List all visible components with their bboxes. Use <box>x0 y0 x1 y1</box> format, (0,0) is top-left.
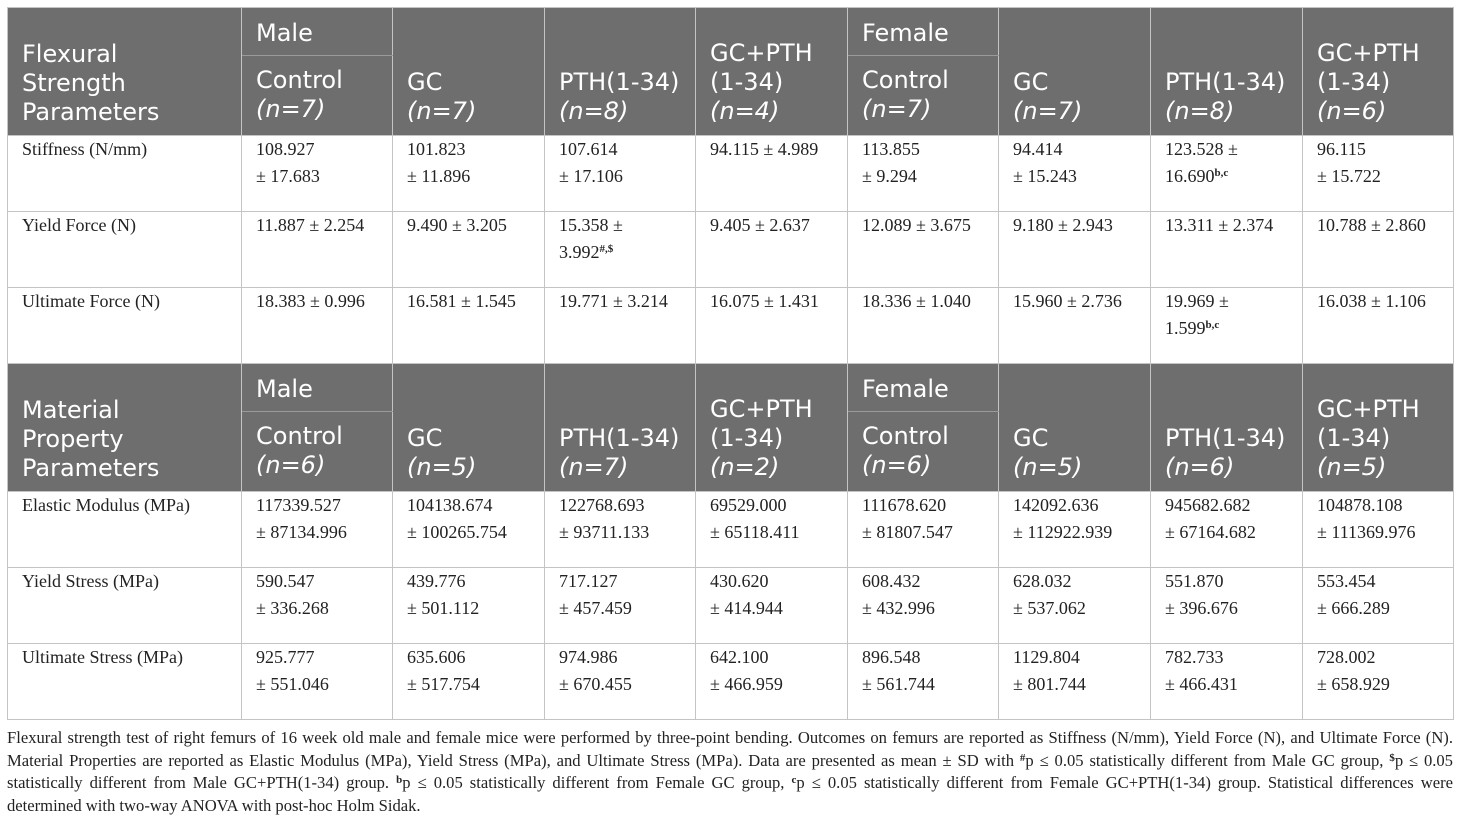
sex-label: Female <box>862 19 949 47</box>
row-label-text: Stiffness (N/mm) <box>22 139 148 159</box>
female-group-header <box>848 8 999 56</box>
cell-sd: ± 336.268 <box>256 598 329 618</box>
table-cell <box>545 136 696 212</box>
male-group-header <box>242 8 393 56</box>
group-name: GC <box>1013 68 1049 96</box>
cell-mean: 16.075 ± 1.431 <box>710 291 819 311</box>
sample-size: (n=6) <box>862 451 932 479</box>
table-cell <box>1151 136 1303 212</box>
cell-mean: 9.490 ± 3.205 <box>407 215 507 235</box>
cell-mean: 16.038 ± 1.106 <box>1317 291 1426 311</box>
sample-size: (n=4) <box>710 97 780 125</box>
cell-sd: ± 551.046 <box>256 674 329 694</box>
table-cell <box>848 212 999 288</box>
table-footnote: Flexural strength test of right femurs of 16 week old male and female mice were performed by three-point bending. Outcomes on femurs are reported as Stiffness (N/mm), Yield Force (N), and Ultimate Force (N). Material Properties are reported as Elastic Modulus (MPa), Yield Stress (MPa), and Ultimate Stress (MPa). Data are presented as mean ± SD with #p ≤ 0.05 statistically different from Male GC group, $p ≤ 0.05 statistically different from Male GC+PTH(1-34) group. $^b$p ≤ 0.05 statistically different from Female GC group, $^c$p ≤ 0.05 statistically different from Female GC+PTH(1-34) group. Statistical differences were determined with two-way ANOVA with post-hoc Holm Sidak. <box>7 728 1453 815</box>
table-row <box>8 212 1454 288</box>
cell-sd: ± 9.294 <box>862 166 917 186</box>
material-header-row <box>8 364 1454 412</box>
cell-sd-line <box>862 163 984 190</box>
cell-sd: ± 466.959 <box>710 674 783 694</box>
table-cell <box>545 288 696 364</box>
cell-sd-line <box>407 519 530 546</box>
cell-sd: ± 561.744 <box>862 674 935 694</box>
table-row <box>8 136 1454 212</box>
table-cell <box>999 492 1151 568</box>
cell-mean: 11.887 ± 2.254 <box>256 215 365 235</box>
table-cell <box>848 644 999 720</box>
section-title-line: Flexural <box>22 40 118 68</box>
group-name: PTH(1-34) <box>559 68 680 96</box>
cell-mean: 782.733 <box>1165 647 1224 667</box>
cell-sd: ± 67164.682 <box>1165 522 1256 542</box>
cell-sd-line <box>559 671 681 698</box>
column-header <box>1303 8 1454 136</box>
table-cell <box>999 568 1151 644</box>
cell-mean: 608.432 <box>862 571 921 591</box>
table-row <box>8 568 1454 644</box>
group-name: GC+PTH <box>1317 39 1420 67</box>
column-header <box>242 56 393 136</box>
cell-sd-line <box>407 595 530 622</box>
cell-sd-line <box>256 519 378 546</box>
table-cell <box>1303 644 1454 720</box>
cell-mean: 19.771 ± 3.214 <box>559 291 668 311</box>
cell-sd: ± 501.112 <box>407 598 480 618</box>
column-header <box>242 412 393 492</box>
group-name: Control <box>862 422 949 450</box>
group-name-cont: (1-34) <box>1317 424 1391 452</box>
cell-sd-line <box>256 595 378 622</box>
table-cell <box>1303 568 1454 644</box>
sample-size: (n=6) <box>1317 97 1387 125</box>
cell-mean: 104138.674 <box>407 495 493 515</box>
row-label <box>8 492 242 568</box>
cell-sd: 3.992 <box>559 242 600 262</box>
cell-sd: ± 100265.754 <box>407 522 507 542</box>
table-cell <box>696 644 848 720</box>
cell-sd-line <box>862 595 984 622</box>
table-cell <box>242 136 393 212</box>
table-cell <box>393 568 545 644</box>
section-title-line: Parameters <box>22 98 160 126</box>
cell-sd-line <box>1317 163 1439 190</box>
row-label <box>8 288 242 364</box>
sample-size: (n=7) <box>407 97 477 125</box>
cell-sd-line <box>407 671 530 698</box>
cell-mean: 19.969 ± <box>1165 291 1229 311</box>
sex-label: Female <box>862 375 949 403</box>
significance-marker: b,c <box>1205 319 1220 331</box>
cell-mean: 101.823 <box>407 139 466 159</box>
group-name: Control <box>256 422 343 450</box>
table-row <box>8 644 1454 720</box>
cell-mean: 439.776 <box>407 571 466 591</box>
sample-size: (n=8) <box>1165 97 1235 125</box>
column-header <box>999 8 1151 136</box>
cell-sd: ± 517.754 <box>407 674 480 694</box>
sample-size: (n=5) <box>1013 453 1083 481</box>
table-row <box>8 288 1454 364</box>
cell-sd: ± 17.106 <box>559 166 623 186</box>
cell-sd-line <box>1317 519 1439 546</box>
table-cell <box>848 136 999 212</box>
cell-sd: ± 801.744 <box>1013 674 1086 694</box>
cell-mean: 12.089 ± 3.675 <box>862 215 971 235</box>
cell-sd-line <box>559 595 681 622</box>
row-label <box>8 568 242 644</box>
table-cell <box>1303 212 1454 288</box>
cell-sd-line <box>1165 315 1288 342</box>
cell-sd: 16.690 <box>1165 166 1215 186</box>
column-header <box>1151 8 1303 136</box>
sample-size: (n=2) <box>710 453 780 481</box>
cell-sd-line <box>710 671 833 698</box>
group-name: GC <box>1013 424 1049 452</box>
cell-sd: ± 111369.976 <box>1317 522 1416 542</box>
cell-sd-line <box>1165 595 1288 622</box>
group-name-cont: (1-34) <box>1317 68 1391 96</box>
column-header <box>696 8 848 136</box>
cell-sd-line <box>559 163 681 190</box>
cell-sd-line <box>710 519 833 546</box>
cell-mean: 553.454 <box>1317 571 1376 591</box>
sample-size: (n=7) <box>559 453 629 481</box>
flexural-section-title <box>8 8 242 136</box>
table-cell <box>393 492 545 568</box>
cell-mean: 974.986 <box>559 647 618 667</box>
section-title-line: Strength <box>22 69 126 97</box>
table-cell <box>999 212 1151 288</box>
column-header <box>1151 364 1303 492</box>
cell-sd-line <box>1165 519 1288 546</box>
cell-mean: 122768.693 <box>559 495 645 515</box>
cell-sd-line <box>1013 595 1136 622</box>
sample-size: (n=5) <box>1317 453 1387 481</box>
flexural-header-row <box>8 8 1454 56</box>
cell-sd-line <box>256 163 378 190</box>
cell-mean: 13.311 ± 2.374 <box>1165 215 1274 235</box>
cell-mean: 551.870 <box>1165 571 1224 591</box>
sample-size: (n=7) <box>256 95 326 123</box>
cell-sd-line <box>1317 671 1439 698</box>
cell-mean: 896.548 <box>862 647 921 667</box>
row-label-text: Elastic Modulus (MPa) <box>22 495 190 515</box>
cell-mean: 104878.108 <box>1317 495 1403 515</box>
column-header <box>696 364 848 492</box>
row-label <box>8 644 242 720</box>
column-header <box>848 412 999 492</box>
cell-sd-line <box>1013 519 1136 546</box>
column-header <box>999 364 1151 492</box>
sample-size: (n=6) <box>256 451 326 479</box>
row-label-text: Yield Force (N) <box>22 215 136 235</box>
male-group-header <box>242 364 393 412</box>
group-name: GC <box>407 424 443 452</box>
table-cell <box>545 492 696 568</box>
female-group-header <box>848 364 999 412</box>
table-cell <box>696 212 848 288</box>
group-name-cont: (1-34) <box>710 68 784 96</box>
cell-mean: 16.581 ± 1.545 <box>407 291 516 311</box>
group-name: Control <box>256 66 343 94</box>
cell-sd: ± 87134.996 <box>256 522 347 542</box>
sample-size: (n=5) <box>407 453 477 481</box>
table-cell <box>393 288 545 364</box>
row-label <box>8 212 242 288</box>
cell-sd: ± 432.996 <box>862 598 935 618</box>
table-cell <box>848 492 999 568</box>
cell-sd: ± 65118.411 <box>710 522 800 542</box>
cell-sd-line <box>710 595 833 622</box>
cell-sd-line <box>1013 163 1136 190</box>
cell-sd: ± 15.722 <box>1317 166 1381 186</box>
cell-mean: 69529.000 <box>710 495 787 515</box>
column-header <box>545 8 696 136</box>
cell-sd-line <box>1165 671 1288 698</box>
cell-sd-line <box>559 519 681 546</box>
table-cell <box>696 288 848 364</box>
cell-mean: 94.115 ± 4.989 <box>710 139 819 159</box>
cell-sd: ± 11.896 <box>407 166 471 186</box>
results-table <box>7 7 1454 720</box>
table-cell <box>242 212 393 288</box>
table-cell <box>242 644 393 720</box>
cell-mean: 142092.636 <box>1013 495 1099 515</box>
cell-mean: 94.414 <box>1013 139 1063 159</box>
row-label-text: Yield Stress (MPa) <box>22 571 159 591</box>
sample-size: (n=8) <box>559 97 629 125</box>
table-cell <box>999 288 1151 364</box>
cell-sd: ± 396.676 <box>1165 598 1238 618</box>
group-name: GC <box>407 68 443 96</box>
table-cell <box>242 492 393 568</box>
cell-mean: 628.032 <box>1013 571 1072 591</box>
column-header <box>1303 364 1454 492</box>
cell-mean: 9.405 ± 2.637 <box>710 215 810 235</box>
table-cell <box>1151 288 1303 364</box>
table-cell <box>242 288 393 364</box>
cell-sd-line <box>862 519 984 546</box>
table-cell <box>1303 288 1454 364</box>
table-cell <box>1303 136 1454 212</box>
table-cell <box>242 568 393 644</box>
cell-sd-line <box>407 163 530 190</box>
sample-size: (n=7) <box>1013 97 1083 125</box>
cell-sd: ± 670.455 <box>559 674 632 694</box>
sample-size: (n=6) <box>1165 453 1235 481</box>
cell-sd: ± 658.929 <box>1317 674 1390 694</box>
column-header <box>545 364 696 492</box>
cell-mean: 123.528 ± <box>1165 139 1238 159</box>
cell-mean: 111678.620 <box>862 495 947 515</box>
section-title-line: Parameters <box>22 454 160 482</box>
row-label <box>8 136 242 212</box>
table-cell <box>545 212 696 288</box>
cell-mean: 925.777 <box>256 647 315 667</box>
group-name: PTH(1-34) <box>1165 68 1286 96</box>
table-row <box>8 492 1454 568</box>
table-cell <box>393 644 545 720</box>
cell-sd: ± 666.289 <box>1317 598 1390 618</box>
material-section-title <box>8 364 242 492</box>
cell-mean: 9.180 ± 2.943 <box>1013 215 1113 235</box>
cell-mean: 10.788 ± 2.860 <box>1317 215 1426 235</box>
sex-label: Male <box>256 375 313 403</box>
cell-sd: ± 15.243 <box>1013 166 1077 186</box>
table-cell <box>1151 644 1303 720</box>
table-cell <box>1303 492 1454 568</box>
group-name: Control <box>862 66 949 94</box>
group-name: GC+PTH <box>710 395 813 423</box>
cell-sd-line <box>1013 671 1136 698</box>
cell-mean: 108.927 <box>256 139 315 159</box>
cell-sd: ± 112922.939 <box>1013 522 1113 542</box>
group-name: GC+PTH <box>1317 395 1420 423</box>
group-name-cont: (1-34) <box>710 424 784 452</box>
cell-sd: ± 457.459 <box>559 598 632 618</box>
column-header <box>393 8 545 136</box>
cell-mean: 15.960 ± 2.736 <box>1013 291 1122 311</box>
significance-marker: b,c <box>1214 167 1229 179</box>
cell-mean: 430.620 <box>710 571 769 591</box>
cell-sd-line <box>1317 595 1439 622</box>
table-cell <box>696 568 848 644</box>
cell-mean: 945682.682 <box>1165 495 1251 515</box>
section-title-line: Material <box>22 396 120 424</box>
cell-sd: ± 466.431 <box>1165 674 1238 694</box>
group-name: GC+PTH <box>710 39 813 67</box>
cell-mean: 107.614 <box>559 139 618 159</box>
cell-sd-line <box>1165 163 1288 190</box>
cell-mean: 15.358 ± <box>559 215 623 235</box>
table-cell <box>696 136 848 212</box>
cell-sd: ± 414.944 <box>710 598 783 618</box>
table-cell <box>393 212 545 288</box>
table-cell <box>999 136 1151 212</box>
cell-sd: 1.599 <box>1165 318 1206 338</box>
sex-label: Male <box>256 19 313 47</box>
table-cell <box>393 136 545 212</box>
table-cell <box>545 568 696 644</box>
table-cell <box>848 568 999 644</box>
cell-mean: 717.127 <box>559 571 618 591</box>
cell-mean: 18.383 ± 0.996 <box>256 291 365 311</box>
cell-sd-line <box>559 239 681 266</box>
cell-mean: 635.606 <box>407 647 466 667</box>
table-cell <box>999 644 1151 720</box>
cell-mean: 113.855 <box>862 139 920 159</box>
row-label-text: Ultimate Force (N) <box>22 291 160 311</box>
cell-mean: 117339.527 <box>256 495 341 515</box>
sample-size: (n=7) <box>862 95 932 123</box>
cell-sd: ± 17.683 <box>256 166 320 186</box>
table-cell <box>1151 212 1303 288</box>
table-cell <box>1151 568 1303 644</box>
cell-sd: ± 81807.547 <box>862 522 953 542</box>
group-name: PTH(1-34) <box>1165 424 1286 452</box>
cell-mean: 590.547 <box>256 571 315 591</box>
cell-mean: 1129.804 <box>1013 647 1080 667</box>
data-table-figure <box>7 7 1453 817</box>
significance-marker: #,$ <box>599 243 614 255</box>
cell-mean: 642.100 <box>710 647 769 667</box>
table-cell <box>848 288 999 364</box>
cell-mean: 728.002 <box>1317 647 1376 667</box>
table-cell <box>1151 492 1303 568</box>
cell-sd-line <box>862 671 984 698</box>
group-name: PTH(1-34) <box>559 424 680 452</box>
table-cell <box>696 492 848 568</box>
cell-sd: ± 537.062 <box>1013 598 1086 618</box>
cell-sd-line <box>256 671 378 698</box>
table-cell <box>545 644 696 720</box>
cell-mean: 96.115 <box>1317 139 1366 159</box>
cell-sd: ± 93711.133 <box>559 522 650 542</box>
section-title-line: Property <box>22 425 124 453</box>
column-header <box>848 56 999 136</box>
column-header <box>393 364 545 492</box>
cell-mean: 18.336 ± 1.040 <box>862 291 971 311</box>
row-label-text: Ultimate Stress (MPa) <box>22 647 183 667</box>
